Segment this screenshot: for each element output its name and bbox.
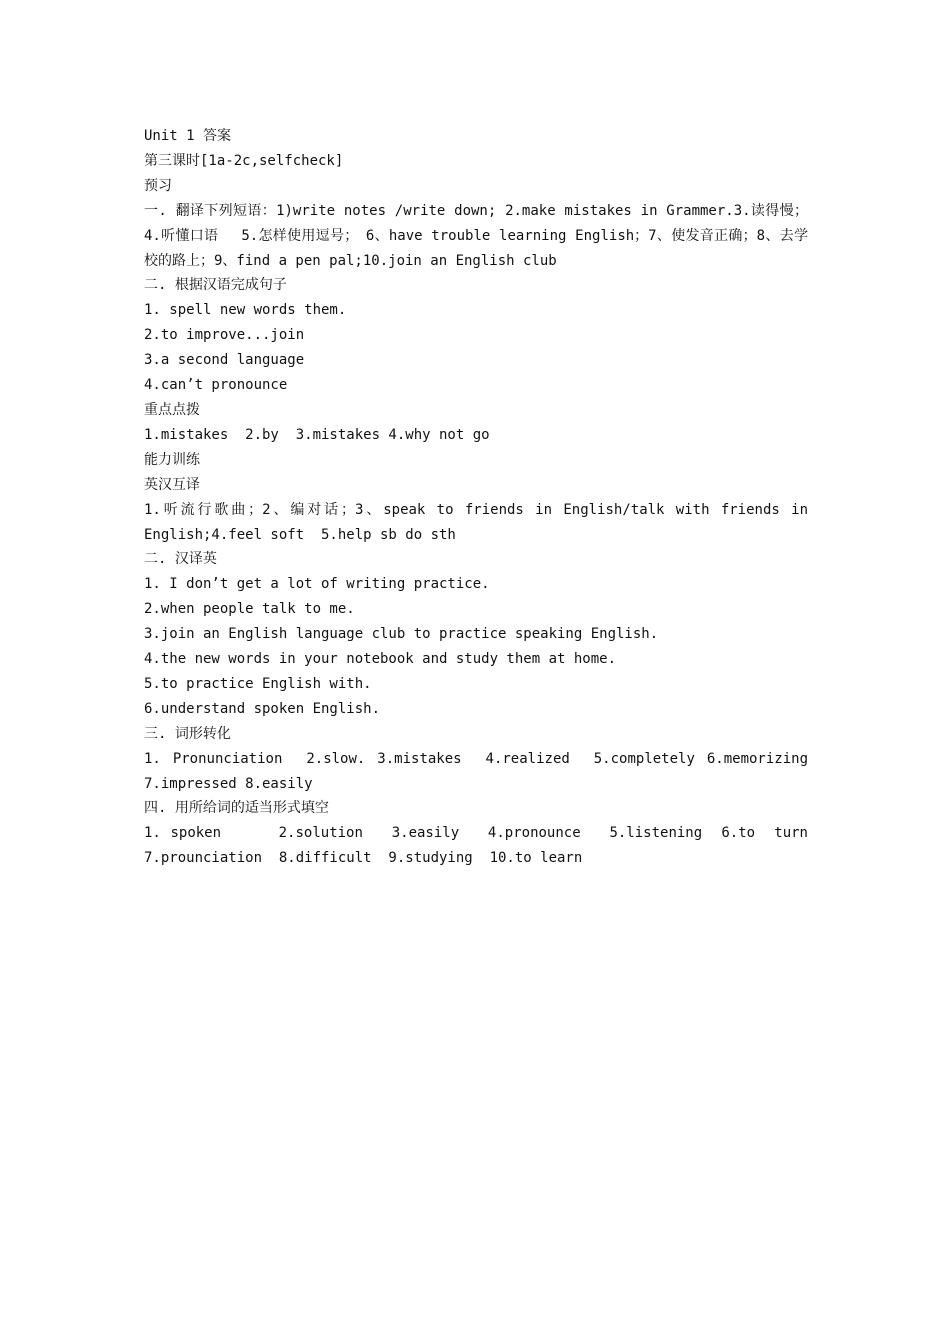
practice-part2-heading: 二. 汉译英 [144, 551, 217, 568]
lesson-heading: 第三课时[1a-2c,selfcheck] [144, 152, 344, 169]
practice-part4-heading: 四. 用所给词的适当形式填空 [144, 800, 329, 817]
practice-part3-answers: 1. Pronunciation 2.slow. 3.mistakes 4.realized 5.completely 6.memorizing 7.impressed 8.easily [144, 750, 817, 792]
practice-part1-answers: 1.听流行歌曲；2、编对话；3、speak to friends in English/talk with friends in English;4.feel soft 5.help sb do sth [144, 501, 817, 543]
practice-part1-heading: 英汉互译 [144, 476, 200, 493]
preview-part1-answers: 一. 翻译下列短语：1)write notes /write down; 2.make mistakes in Grammer.3.读得慢；4.听懂口语 5.怎样使用逗号； 6、have trouble learning English；7、使发音正确；8、去学校的路上；9、find a pen pal;10.join an English club [144, 202, 808, 269]
practice-part3-heading: 三. 词形转化 [144, 725, 231, 742]
doc-title: Unit 1 答案 [144, 128, 232, 144]
practice-part2-answer-5: 5.to practice English with. [144, 675, 372, 692]
practice-part2-answer-1: 1. I don’t get a lot of writing practice. [144, 576, 490, 593]
preview-part2-heading: 二. 根据汉语完成句子 [144, 277, 287, 294]
key-points-answers: 1.mistakes 2.by 3.mistakes 4.why not go [144, 426, 490, 443]
answer-document [144, 124, 817, 871]
practice-part2-answer-4: 4.the new words in your notebook and study them at home. [144, 651, 617, 668]
preview-part2-answer-3: 3.a second language [144, 352, 305, 369]
practice-part2-answer-6: 6.understand spoken English. [144, 700, 381, 717]
practice-part2-answer-3: 3.join an English language club to practice speaking English. [144, 626, 659, 643]
preview-part2-answer-4: 4.can’t pronounce [144, 377, 288, 394]
preview-part2-answer-1: 1. spell new words them. [144, 302, 347, 319]
practice-part2-answer-2: 2.when people talk to me. [144, 601, 355, 618]
section-heading-practice: 能力训练 [144, 451, 200, 468]
section-heading-preview: 预习 [144, 177, 172, 194]
practice-part4-answers: 1. spoken 2.solution 3.easily 4.pronounce 5.listening 6.to turn 7.prounciation 8.difficult 9.studying 10.to learn [144, 825, 817, 867]
preview-part2-answer-2: 2.to improve...join [144, 327, 305, 344]
section-heading-key-points: 重点点拨 [144, 401, 200, 418]
